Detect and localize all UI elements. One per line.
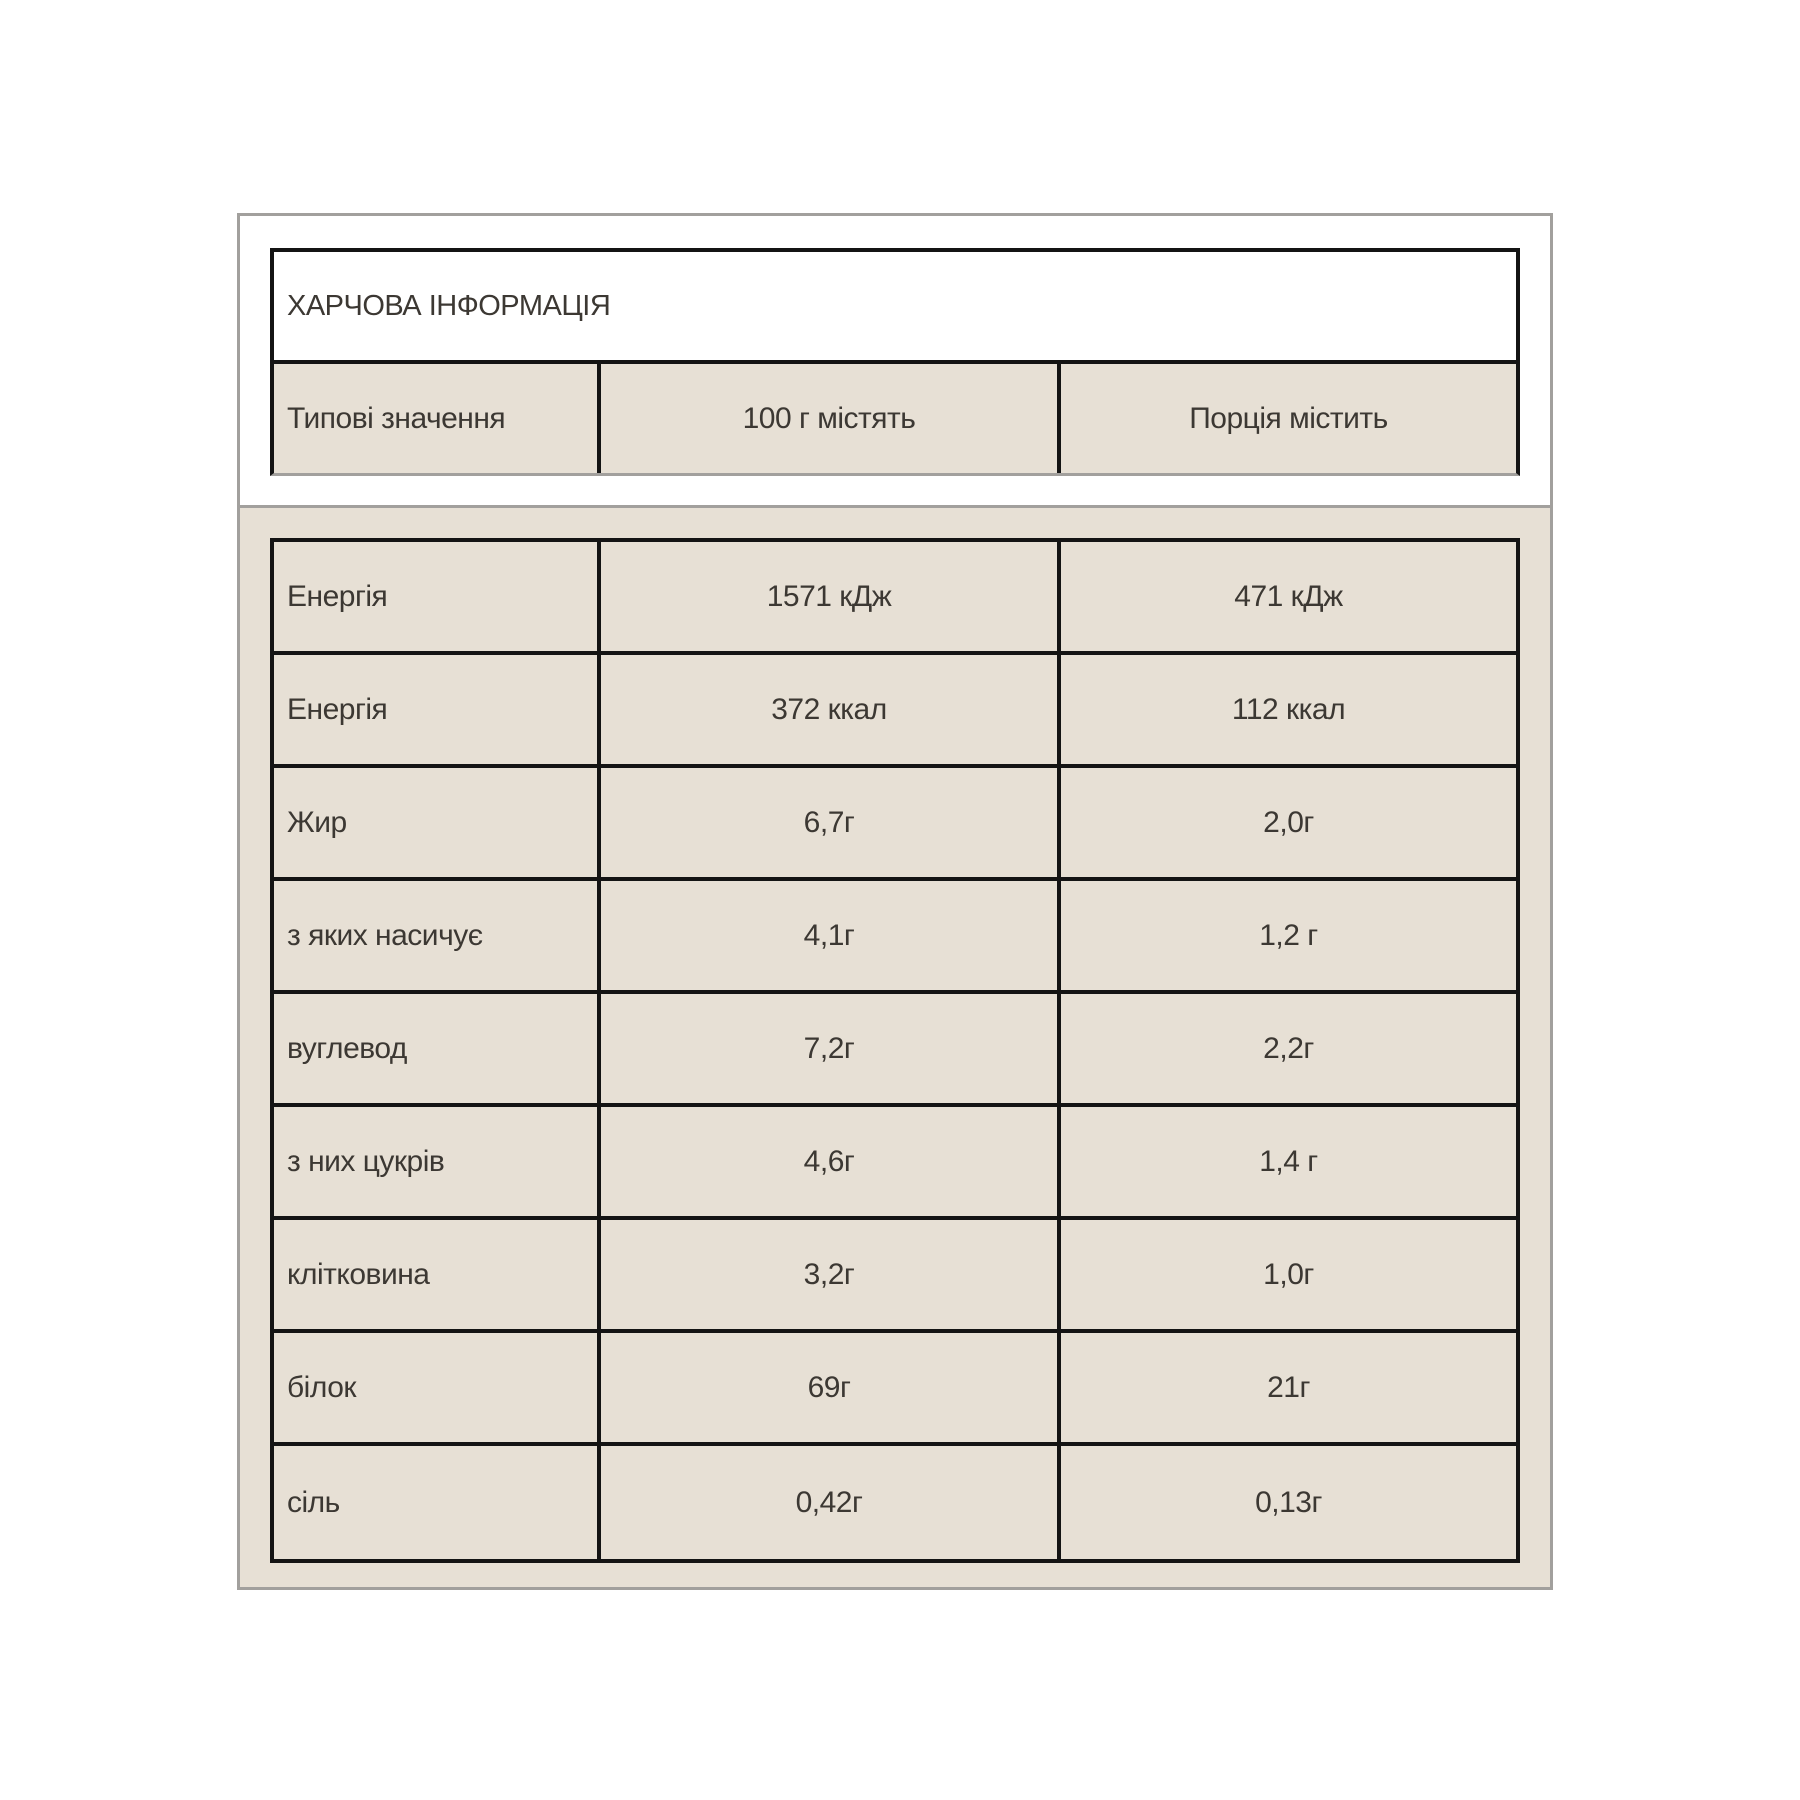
nutrient-label: вуглевод — [274, 994, 601, 1103]
table-row-fat — [274, 768, 1516, 881]
per-portion-value: 2,0г — [1263, 805, 1314, 839]
per-portion-value: 1,0г — [1263, 1257, 1314, 1291]
per-portion-value: 1,4 г — [1259, 1144, 1318, 1178]
nutrition-table-body — [270, 538, 1520, 1563]
nutrient-label: Енергія — [274, 655, 601, 764]
nutrient-label: з яких насичує — [274, 881, 601, 990]
per-portion-value: 0,13г — [1255, 1485, 1322, 1519]
table-row-energy-kj — [274, 542, 1516, 655]
nutrient-label: Жир — [274, 768, 601, 877]
per-portion-value: 21г — [1267, 1370, 1310, 1404]
nutrient-label: сіль — [274, 1446, 601, 1559]
table-row-sugars — [274, 1107, 1516, 1220]
table-title: ХАРЧОВА ІНФОРМАЦІЯ — [287, 289, 611, 322]
per-portion-value: 112 ккал — [1231, 692, 1346, 726]
per-portion-value: 2,2г — [1263, 1031, 1314, 1065]
per-100g-value: 0,42г — [601, 1446, 1061, 1559]
per-100g-value: 69г — [601, 1333, 1061, 1442]
per-portion-value: 471 кДж — [1234, 579, 1343, 613]
nutrition-body-card — [237, 505, 1553, 1590]
table-row-carbohydrate — [274, 994, 1516, 1107]
per-100g-value: 6,7г — [601, 768, 1061, 877]
per-100g-value: 7,2г — [601, 994, 1061, 1103]
per-100g-value: 4,1г — [601, 881, 1061, 990]
per-100g-value: 372 ккал — [601, 655, 1061, 764]
nutrient-label: Енергія — [274, 542, 601, 651]
nutrient-label: білок — [274, 1333, 601, 1442]
column-header-typical-values: Типові значення — [274, 364, 601, 473]
nutrition-table-header — [270, 248, 1520, 476]
column-header-per-100g: 100 г містять — [601, 364, 1061, 473]
table-row-fibre — [274, 1220, 1516, 1333]
table-title-row — [274, 252, 1516, 364]
table-row-salt — [274, 1446, 1516, 1559]
nutrient-label: клітковина — [274, 1220, 601, 1329]
per-portion-value: 1,2 г — [1259, 918, 1318, 952]
nutrition-header-card — [237, 213, 1553, 505]
table-row-saturates — [274, 881, 1516, 994]
table-row-energy-kcal — [274, 655, 1516, 768]
per-100g-value: 4,6г — [601, 1107, 1061, 1216]
per-100g-value: 1571 кДж — [601, 542, 1061, 651]
nutrient-label: з них цукрів — [274, 1107, 601, 1216]
table-row-protein — [274, 1333, 1516, 1446]
column-header-per-portion: Порція містить — [1189, 401, 1388, 435]
column-header-row — [274, 364, 1516, 473]
per-100g-value: 3,2г — [601, 1220, 1061, 1329]
